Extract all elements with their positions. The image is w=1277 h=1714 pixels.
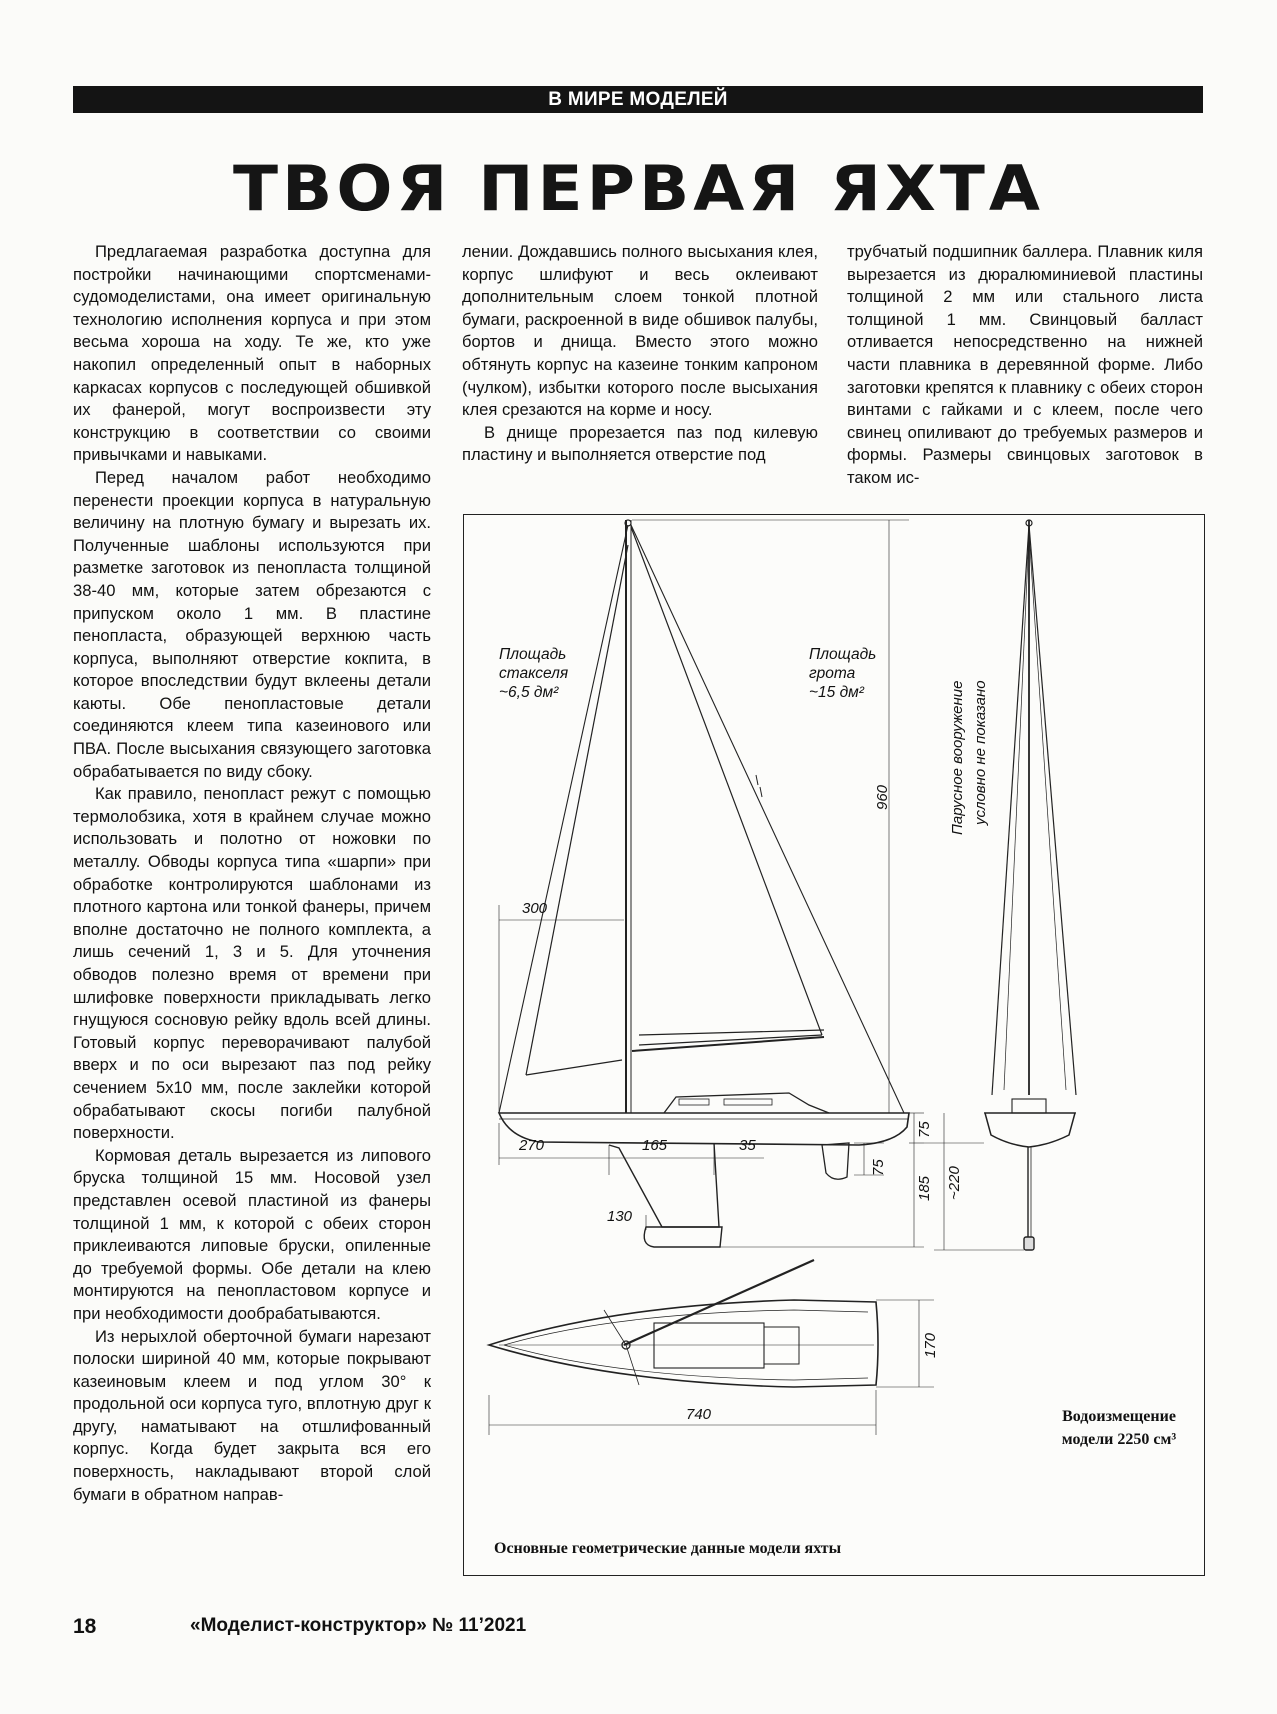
- paragraph: Предлагаемая разработка доступна для постройки начинающими спортсменами-судомоделистами, она имеет оригинальную технологию исполнения корпуса и при этом весьма хороша на ходу. Те же, кто уже накопил определенный опыт в наборных каркасах корпусов с последующей обшивкой их фанерой, могут воспроизвести эту конструкцию в соответствии со своими привычками и навыками.: [73, 242, 431, 465]
- yacht-drawing-figure: [463, 514, 1205, 1576]
- dim-keel-offset: 270: [519, 1137, 545, 1154]
- dim-mast-height: 960: [874, 784, 891, 810]
- figure-caption: Основные геометрические данные модели яхты: [494, 1540, 842, 1557]
- paragraph: Из нерыхлой оберточной бумаги нарезают полоски шириной 40 мм, которые покрывают казеиновым клеем и под углом 30° к продольной оси корпуса туго, вплотную друг к другу, наматывают на отшлифованный корпус. Когда будет закрыта вся его поверхность, накладывают второй слой бумаги в обратном направ-: [73, 1326, 431, 1504]
- page-number: 18: [73, 1615, 97, 1638]
- section-header-bar: [73, 86, 1203, 113]
- dim-keel-chord: 165: [642, 1137, 668, 1154]
- rig-note-line-1: Парусное вооружение: [949, 680, 966, 835]
- dim-draft-keel: 185: [916, 1175, 933, 1201]
- magazine-issue: «Моделист-конструктор» № 11’2021: [190, 1615, 527, 1636]
- dim-boom: 300: [522, 900, 548, 917]
- paragraph: трубчатый подшипник баллера. Плавник киля вырезается из дюралюминиевой пластины толщиной 2 мм или стального листа толщиной 1 мм. Свинцовый балласт отливается непосредственно на нижней части плавника в деревянной форме. Либо заготовки крепятся к плавнику с обеих сторон винтами с гайками и с клеем, после чего свинец опиливают до требуемых размеров и формы. Размеры свинцовых заготовок в таком ис-: [847, 242, 1203, 487]
- rig-note-line-2: условно не показано: [972, 680, 989, 825]
- main-area-label: Площадь грота ~15 дм²: [809, 646, 877, 701]
- text-column-2: [462, 241, 818, 467]
- dim-beam: 170: [922, 1332, 939, 1358]
- dim-hull-depth: 75: [916, 1121, 933, 1138]
- dim-length: 740: [686, 1406, 712, 1423]
- text-column-3: [847, 241, 1203, 490]
- article-title: ТВОЯ ПЕРВАЯ ЯХТА: [233, 151, 1044, 226]
- displacement-note: Водоизмещение модели 2250 см³: [1061, 1408, 1177, 1448]
- text-column-1: [73, 241, 431, 1506]
- dim-keel-gap: 35: [739, 1137, 756, 1154]
- jib-area-label: Площадь стакселя ~6,5 дм²: [499, 646, 569, 701]
- dim-bulb: 130: [607, 1208, 633, 1225]
- paragraph: В днище прорезается паз под килевую пластину и выполняется отверстие под: [462, 422, 818, 465]
- paragraph: лении. Дождавшись полного высыхания клея, корпус шлифуют и весь оклеивают дополнительным слоем тонкой плотной бумаги, раскроенной в виде обшивок палубы, бортов и днища. Вместо этого можно обтянуть корпус на казеине тонким капроном (чулком), избытки которого после высыхания клея срезаются на корме и носу.: [462, 242, 818, 420]
- dim-draft-total: ~220: [946, 1166, 963, 1200]
- paragraph: Кормовая деталь вырезается из липового бруска толщиной 15 мм. Носовой узел представлен осевой пластиной из фанеры толщиной 1 мм, к которой с обеих сторон приклеиваются липовые бруски, опиленные до требуемой формы. Обе детали на клею монтируются на пенопластовом корпусе и при необходимости дообрабатываются.: [73, 1145, 431, 1323]
- paragraph: Как правило, пенопласт режут с помощью термолобзика, хотя в крайнем случае можно использовать и полотно от ножовки по металлу. Обводы корпуса типа «шарпи» при обработке контролируются шаблонами из плотного картона или тонкой фанеры, причем вполне достаточно не полного комплекта, а лишь сечений 1, 3 и 5. Для уточнения обводов полезно время от времени при шлифовке поверхности прикладывать легко гнущуюся сосновую рейку вдоль всей длины. Готовый корпус переворачивают палубой вверх и по оси вырезают паз под рейку сечением 5х10 мм, после заклейки которой обрабатывают скосы погиби палубной поверхности.: [73, 784, 431, 1143]
- paragraph: Перед началом работ необходимо перенести проекции корпуса в натуральную величину на плотную бумагу и вырезать их. Полученные шаблоны используются при разметке заготовок из пенопласта толщиной 38-40 мм, которые затем обрезаются с припуском около 1 мм. В пластине пенопласта, образующей верхнюю часть корпуса, выполняют отверстие кокпита, в которое впоследствии будут вклеены детали каюты. Обе пенопластовые детали соединяются клеем типа казеинового или ПВА. После высыхания связующего заготовка обрабатывается по виду сбоку.: [73, 467, 431, 781]
- dim-rudder: 75: [870, 1159, 887, 1176]
- section-header-label: В МИРЕ МОДЕЛЕЙ: [548, 89, 728, 110]
